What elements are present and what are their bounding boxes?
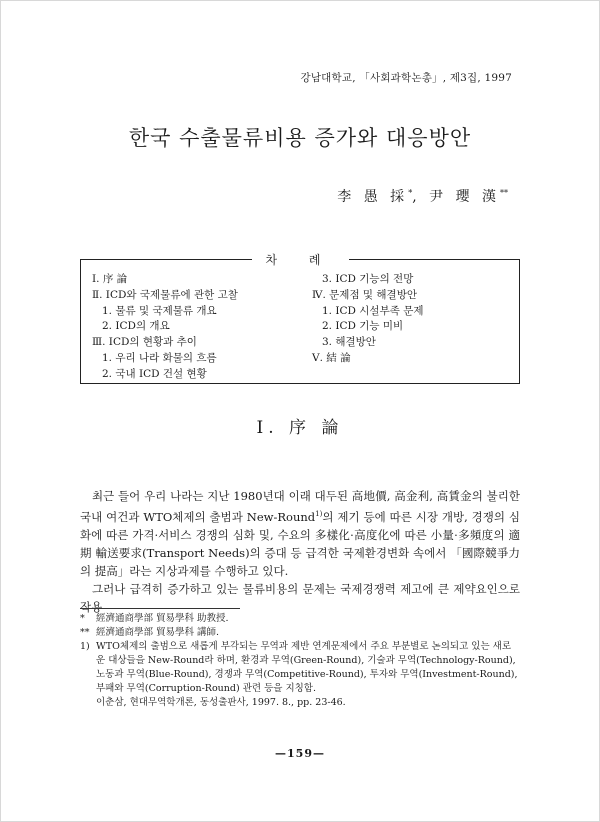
toc-item: 1. 물류 및 국제물류 개요 [102, 304, 217, 317]
paragraph-1 [80, 487, 520, 580]
footnote-mark: ** [80, 627, 90, 638]
page-number: —159— [275, 747, 325, 760]
toc-item: Ⅰ. 序 論 [92, 273, 128, 285]
toc-item: 2. ICD 기능 미비 [322, 320, 404, 333]
author-2: 尹 瓔 漢 [429, 189, 500, 205]
toc-item: 2. ICD의 개요 [102, 320, 170, 333]
footnote [80, 612, 520, 626]
footnote [80, 626, 520, 640]
toc-left-column [92, 272, 238, 383]
toc-right-column [312, 272, 424, 367]
toc-item: Ⅲ. ICD의 현황과 추이 [92, 336, 197, 349]
toc-item: Ⅳ. 문제점 및 해결방안 [312, 288, 417, 301]
paragraph-1-part-b: 의 제기 등에 따른 시장 개방, 경쟁의 심화에 따른 가격·서비스 경쟁의 심화 및, 수요의 多樣化·高度化에 따른 小量·多頻度의 適期 輸送要求(Transport Needs)의 증대 등 급격한 국제환경변화 속에서 「國際競爭力의 提高」라는 지상과제를 수행하고 있다. [80, 509, 520, 578]
footnote-text: WTO체제의 출범으로 새롭게 부각되는 무역과 제반 연계문제에서 주요 부분별로 논의되고 있는 새로운 대상들을 New-Round라 하며, 환경과 무역(Green-Round), 기술과 무역(Technology-Round), 노동과 무역(Blue-Round), 경쟁과 무역(Competitive-Round), 투자와 무역(Investment-Round), 부패와 무역(Corruption-Round) 관련 등을 지칭함. [96, 641, 518, 694]
paragraph-2: 그러나 급격히 증가하고 있는 물류비용의 문제는 국제경쟁력 제고에 큰 제약요인으로 작용 [80, 581, 520, 614]
toc-item: 3. 해결방안 [322, 336, 376, 349]
author-separator: , [412, 189, 430, 205]
section-heading: Ⅰ. 序 論 [256, 418, 344, 438]
journal-header: 강남대학교, 「사회과학논총」, 제3집, 1997 [300, 72, 512, 84]
paragraph-1-part-a: 최근 들어 우리 나라는 지난 1980년대 이래 대두된 高地價, 高金利, 高賃金의 불리한 국내 여건과 WTO체제의 출범과 New-Round [80, 489, 520, 524]
footnote-mark: 1) [80, 641, 90, 652]
footnote-mark: * [80, 613, 85, 624]
footnote-text: 經濟通商學部 貿易學科 助教授. [96, 613, 229, 624]
body-text [80, 487, 520, 616]
toc-item: 3. ICD 기능의 전망 [322, 273, 414, 285]
toc-item: Ⅱ. ICD와 국제물류에 관한 고찰 [92, 288, 238, 301]
footnotes [80, 612, 520, 710]
toc-item: 1. ICD 시설부족 문제 [322, 304, 424, 317]
footnote [80, 640, 520, 696]
author-2-mark: ** [500, 188, 508, 198]
footnote-text: 經濟通商學部 貿易學科 講師. [96, 627, 220, 638]
author-1-mark: * [408, 188, 413, 198]
toc-item: 2. 국내 ICD 건설 현황 [102, 367, 207, 380]
footnote-citation: 이춘삼, 현대무역학개론, 동성출판사, 1997. 8., pp. 23-46. [96, 697, 346, 708]
footnote-ref-1: 1) [315, 510, 323, 518]
toc-item: Ⅴ. 結 論 [312, 351, 351, 364]
paper-title: 한국 수출물류비용 증가와 대응방안 [128, 126, 472, 150]
toc-title: 차 례 [252, 253, 349, 267]
toc-item: 1. 우리 나라 화물의 흐름 [102, 351, 217, 364]
author-1: 李 愚 採 [337, 189, 409, 205]
authors [337, 186, 508, 206]
footnote-rule [80, 608, 240, 609]
toc-title-wrap [0, 249, 600, 268]
